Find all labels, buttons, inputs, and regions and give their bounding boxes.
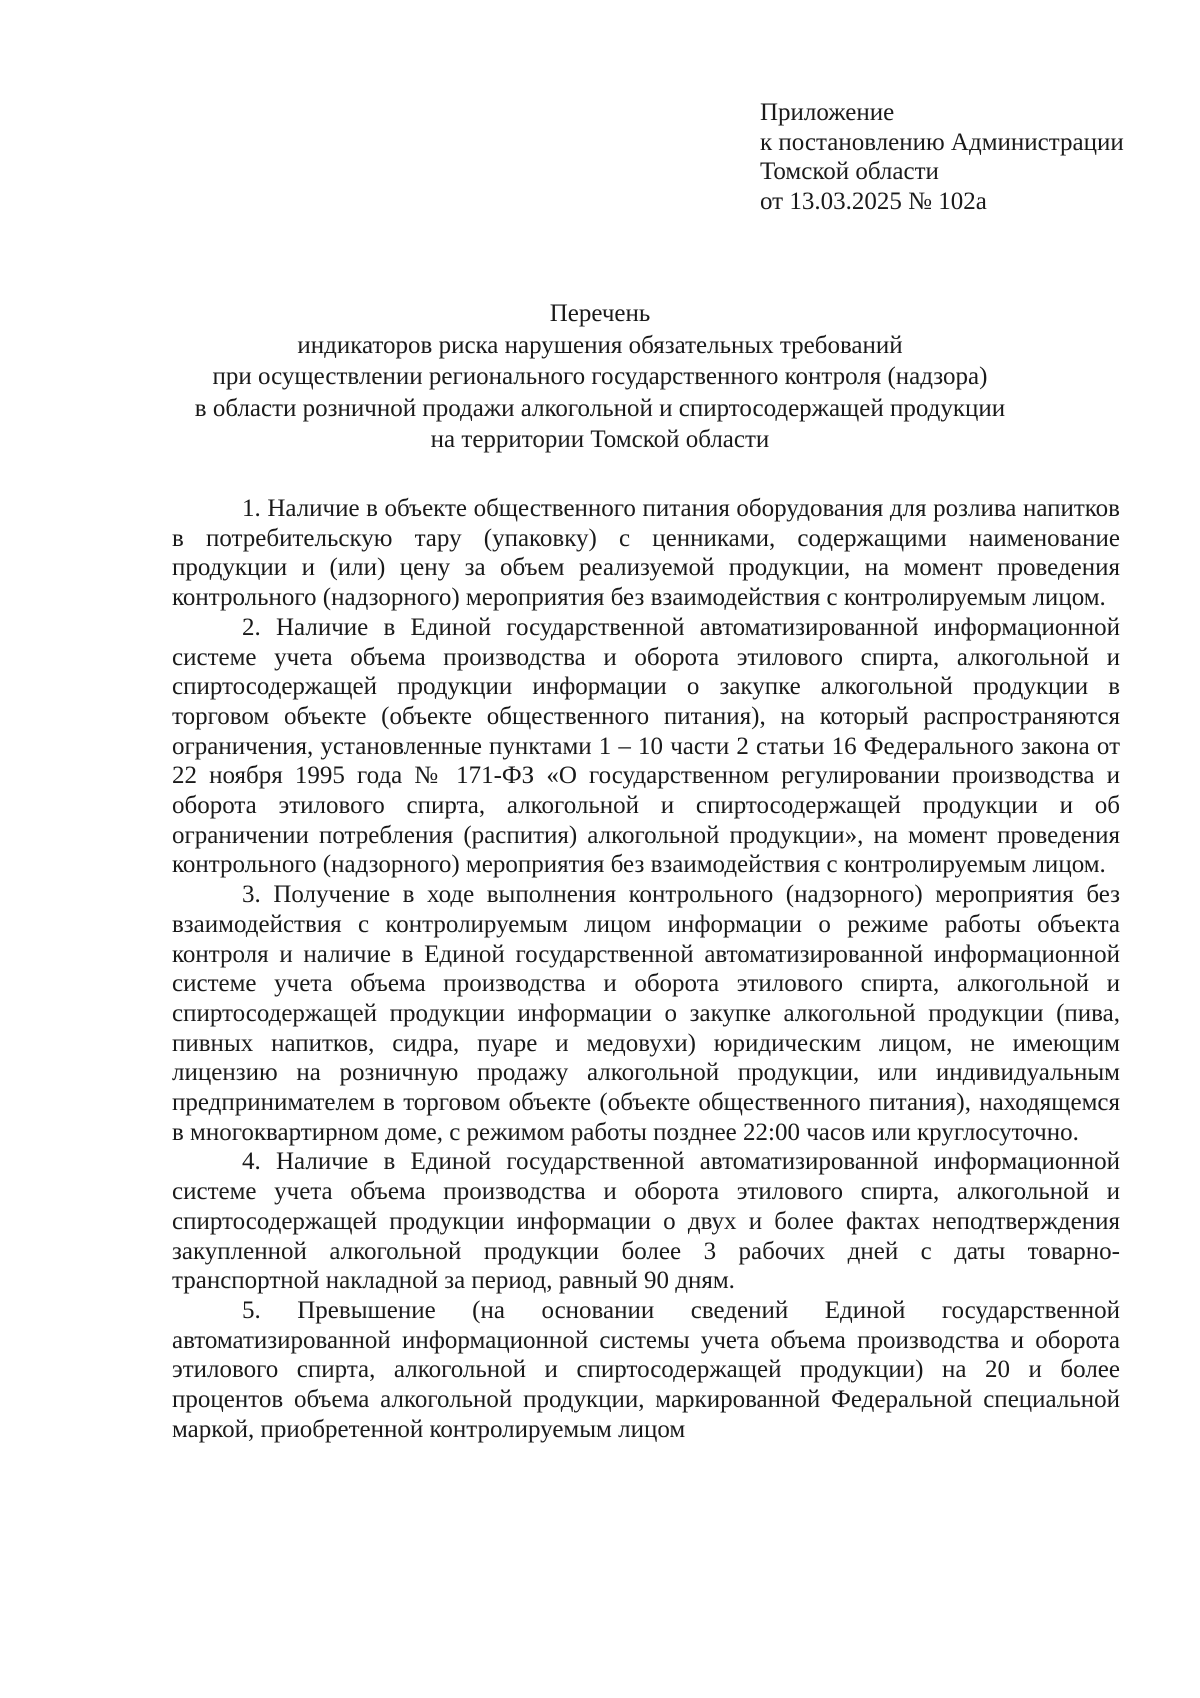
title-line: Перечень [549,300,651,327]
title-line: в области розничной продажи алкогольной и спиртосодержащей продукции [194,394,1006,422]
annex-line: Приложение [760,99,895,126]
title-line: индикаторов риска нарушения обязательных требований [297,331,903,359]
list-item-5: 5. Превышение (на основании сведений Единой государственной автоматизированной информационной системы учета объема производства и оборота этилового спирта, алкогольной и спиртосодержащей продукции) на 20 и более процентов объема алкогольной продукции, маркированной Федеральной специальной маркой, приобретенной контролируемым лицом [172,1296,1120,1443]
annex-line: Томской области [760,158,939,185]
document-body [172,494,1120,1445]
title-line: на территории Томской области [430,426,770,453]
list-item-1: 1. Наличие в объекте общественного питания оборудования для розлива напитков в потребительскую тару (упаковку) с ценниками, содержащими наименование продукции и (или) цену за объем реализуемой продукции, на момент проведения контрольного (надзорного) мероприятия без взаимодействия с контролируемым лицом. [172,495,1120,612]
annex-line: от 13.03.2025 № 102а [760,187,987,215]
annex-line: к постановлению Администрации [760,128,1124,156]
list-item-4: 4. Наличие в Единой государственной автоматизированной информационной системе учета объема производства и оборота этилового спирта, алкогольной и спиртосодержащей продукции информации о двух и более фактах неподтверждения закупленной алкогольной продукции более 3 рабочих дней с даты товарно-транспортной накладной за период, равный 90 дням. [172,1148,1120,1295]
list-item-2: 2. Наличие в Единой государственной автоматизированной информационной системе учета объема производства и оборота этилового спирта, алкогольной и спиртосодержащей продукции информации о закупке алкогольной продукции в торговом объекте (объекте общественного питания), на который распространяются ограничения, установленные пунктами 1 – 10 части 2 статьи 16 Федерального закона от 22 ноября 1995 года № 171-ФЗ «О государственном регулировании производства и оборота этилового спирта, алкогольной и спиртосодержащей продукции и об ограничении потребления (распития) алкогольной продукции», на момент проведения контрольного (надзорного) мероприятия без взаимодействия с контролируемым лицом. [172,613,1120,879]
annex-block [760,98,1160,216]
list-item-3: 3. Получение в ходе выполнения контрольного (надзорного) мероприятия без взаимодействия с контролируемым лицом информации о режиме работы объекта контроля и наличие в Единой государственной автоматизированной информационной системе учета объема производства и оборота этилового спирта, алкогольной и спиртосодержащей продукции информации о закупке алкогольной продукции (пива, пивных напитков, сидра, пуаре и медовухи) юридическим лицом, не имеющим лицензию на розничную продажу алкогольной продукции, или индивидуальным предпринимателем в торговом объекте (объекте общественного питания), находящемся в многоквартирном доме, с режимом работы позднее 22:00 часов или круглосуточно. [172,881,1120,1146]
document-title [150,298,1050,456]
title-line: при осуществлении регионального государственного контроля (надзора) [212,363,988,390]
